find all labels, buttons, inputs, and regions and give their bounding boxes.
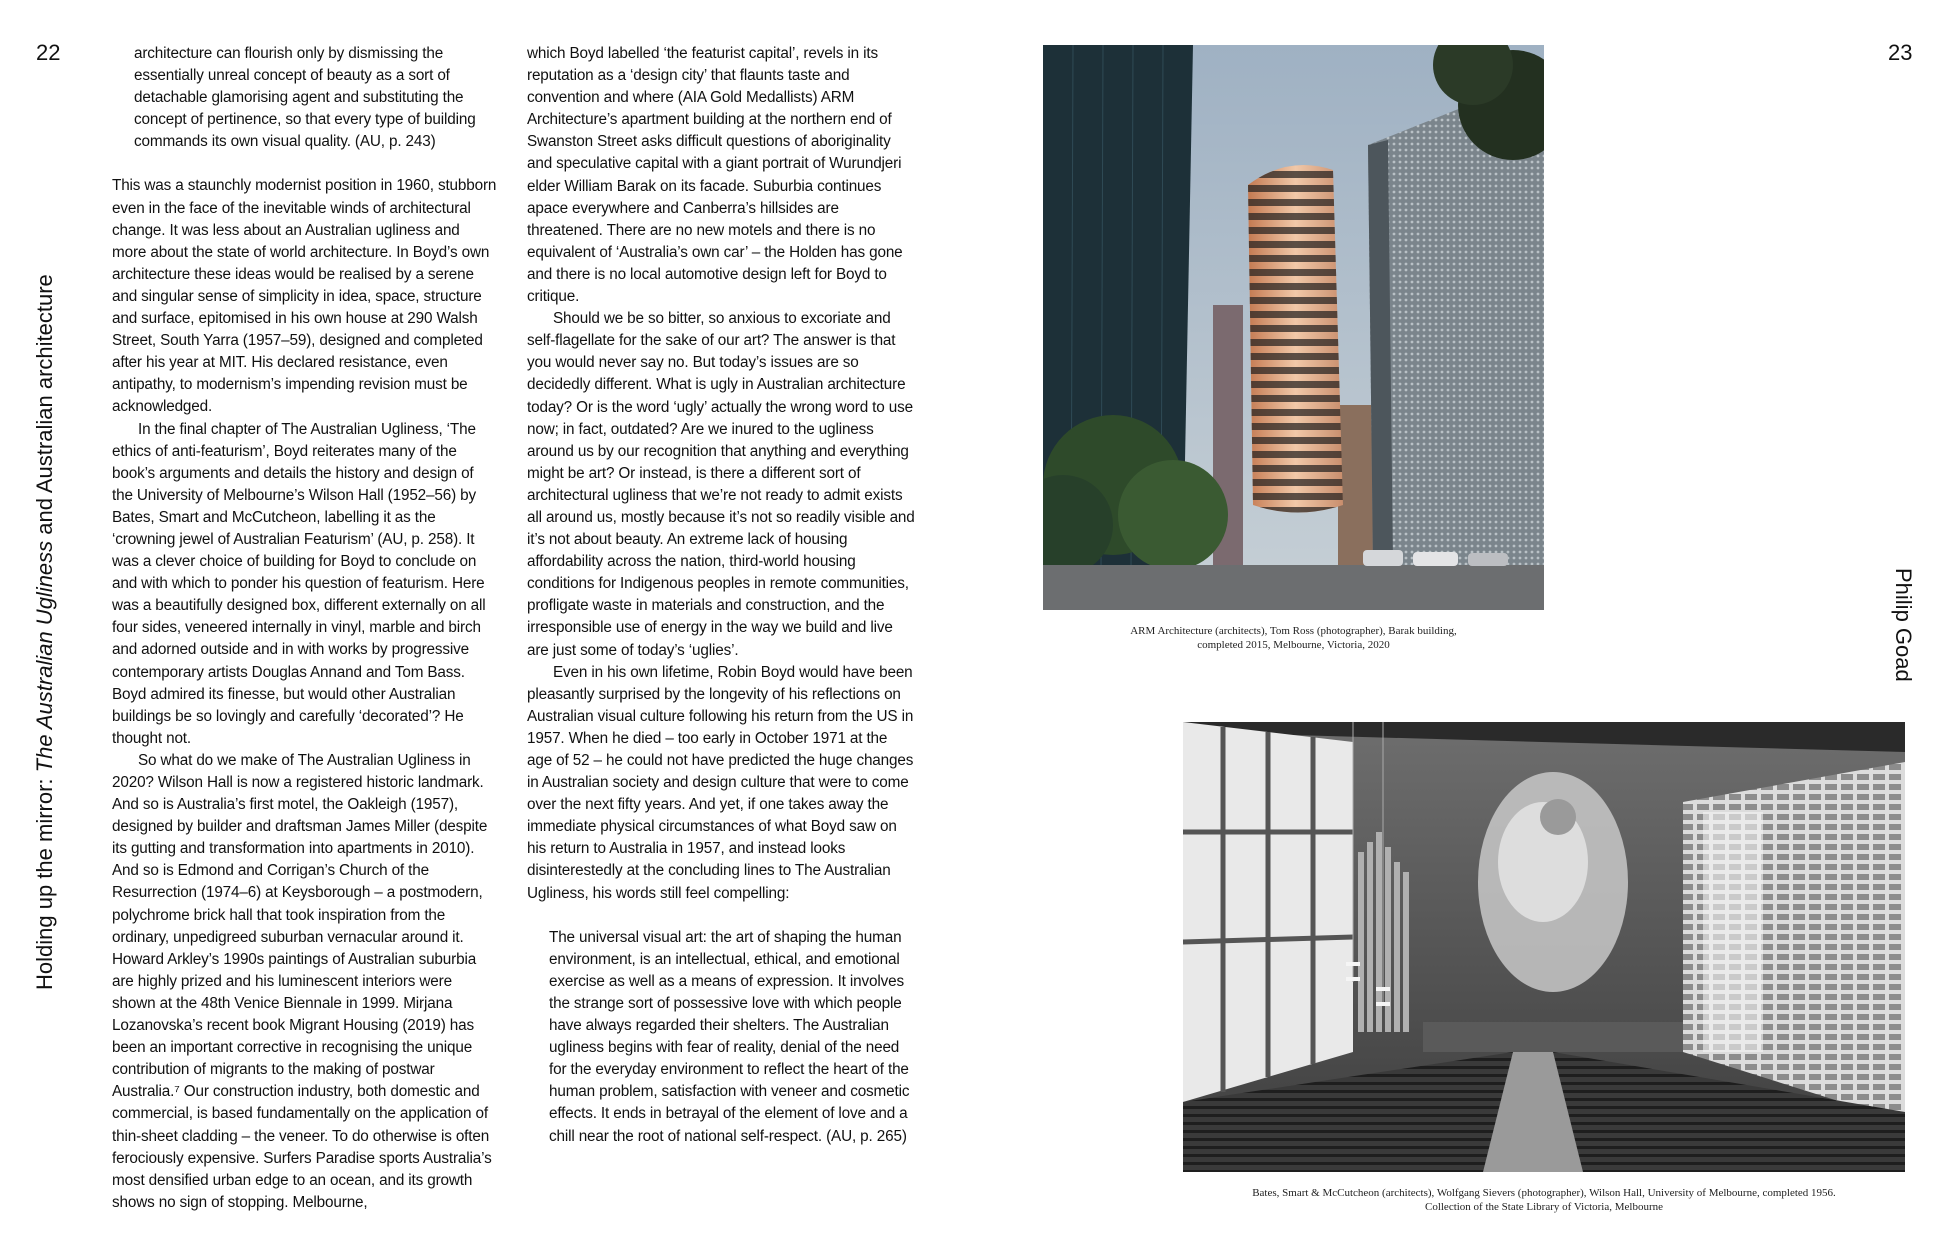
caption-line: Collection of the State Library of Victoria, Melbourne [1424, 1201, 1663, 1213]
paragraph: So what do we make of The Australian Ugliness in 2020? Wilson Hall is now a registered historic landmark. And so is Australia’s first motel, the Oakleigh (1957), designed by builder and draftsman James Miller (despite its gutting and transformation into apartments in 2010). And so is Edmond and Corrigan’s Church of the Resurrection (1974–6) at Keysborough – a postmodern, polychrome brick hall that took inspiration from the ordinary, unpedigreed suburban vernacular around it. Howard Arkley’s 1990s paintings of Australian suburbia are highly prized and his luminescent interiors were shown at the 48th Venice Biennale in 1999. Mirjana Lozanovska’s recent book Migrant Housing (2019) has been an important corrective in recognising the unique contribution of migrants to the making of postwar Australia.⁷ Our construction industry, both domestic and commercial, is based fundamentally on the application of thin-sheet cladding – the veneer. To do otherwise is often ferociously expensive. Surfers Paradise sports Australia’s most densified urban edge to an ocean, and its growth shows no sign of stopping. Melbourne, [112, 751, 492, 1211]
barak-building-photo [1043, 45, 1544, 610]
paragraph: This was a staunchly modernist position in 1960, stubborn even in the face of the inevitable winds of architectural change. It was less about an Australian ugliness and more about the state of world architecture. In Boyd’s own architecture these ideas would be realised by a serene and singular sense of simplicity in idea, space, structure and surface, epitomised in his own house at 290 Walsh Street, South Yarra (1957–59), designed and completed after his year at MIT. His declared resistance, even antipathy, to modernism’s impending revision must be acknowledged. [112, 177, 497, 416]
page-number-left: 22 [36, 40, 61, 65]
paragraph: In the final chapter of The Australian Ugliness, ‘The ethics of anti-featurism’, Boyd reiterates many of the book’s arguments and details the history and design of the University of Melbourne’s Wilson Hall (1952–56) by Bates, Smart and McCutcheon, labelling it as the ‘crowning jewel of Australian Featurism’ (AU, p. 258). It was a clever choice of building for Boyd to conclude on and with which to ponder his question of featurism. Here was a beautifully designed box, different externally on all four sides, veneered internally in vinyl, marble and birch and adorned outside and in with works by progressive contemporary artists Douglas Annand and Tom Bass. Boyd admired its finesse, but would other Australian buildings be so lovingly and carefully ‘decorated’? He thought not. [112, 420, 486, 747]
text-column-1 [112, 43, 497, 1214]
text-column-2 [527, 43, 915, 1148]
caption-line: Bates, Smart & McCutcheon (architects), Wolfgang Sievers (photographer), Wilson Hall, University of Melbourne, completed 1956. [1252, 1187, 1836, 1199]
caption-line: ARM Architecture (architects), Tom Ross (photographer), Barak building, [1130, 625, 1457, 637]
block-quote-top: architecture can flourish only by dismissing the essentially unreal concept of beauty as a sort of detachable glamorising agent and substituting the concept of pertinence, so that every type of building commands its own visual quality. (AU, p. 243) [134, 45, 476, 151]
photo-caption-1 [1043, 624, 1544, 652]
wilson-hall-image [1183, 722, 1905, 1172]
paragraph: which Boyd labelled ‘the featurist capital’, revels in its reputation as a ‘design city’ that flaunts taste and convention and where (AIA Gold Medallists) ARM Architecture’s apartment building at the northern end of Swanston Street asks difficult questions of aboriginality and speculative capital with a giant portrait of Wurundjeri elder William Barak on its facade. Suburbia continues apace everywhere and Canberra’s hillsides are threatened. There are no new motels and there is no equivalent of ‘Australia’s own car’ – the Holden has gone and there is no local automotive design left for Boyd to critique. [527, 45, 903, 306]
photo-caption-2 [1183, 1186, 1905, 1214]
running-head-right: Philip Goad [1891, 568, 1916, 682]
paragraph: Even in his own lifetime, Robin Boyd would have been pleasantly surprised by the longevity of his reflections on Australian visual culture following his return from the US in 1957. When he died – too early in October 1971 at the age of 52 – he could not have predicted the huge changes in Australian society and design culture that were to come over the next fifty years. And yet, if one takes away the immediate physical circumstances of what Boyd saw on his return to Australia in 1957, and instead looks disinterestedly at the concluding lines to The Australian Ugliness, his words still feel compelling: [527, 663, 914, 902]
barak-building-image [1043, 45, 1544, 610]
running-head-left: Holding up the mirror: The Australian Ugliness and Australian architecture [32, 274, 57, 990]
wilson-hall-photo [1183, 722, 1905, 1172]
paragraph: Should we be so bitter, so anxious to excoriate and self-flagellate for the sake of our art? The answer is that you would never say no. But today’s issues are so decidedly different. What is ugly in Australian architecture today? Or is the word ‘ugly’ actually the wrong word to use now; in fact, outdated? Are we inured to the ugliness around us by our recognition that anything and everything might be art? Or instead, is there a different sort of architectural ugliness that we’re not ready to admit exists all around us, mostly because it’s not so readily visible and it’s not about beauty. An extreme lack of housing affordability across the nation, third-world housing conditions for Indigenous peoples in remote communities, profligate waste in materials and construction, and the irresponsible use of energy in the way we build and live are just some of today’s ‘uglies’. [527, 310, 915, 659]
block-quote-bottom: The universal visual art: the art of shaping the human environment, is an intellectual, ethical, and emotional exercise as well as a means of expression. It involves the strange sort of possessive love with which people have always regarded their shelters. The Australian ugliness begins with fear of reality, denial of the need for the everyday environment to reflect the heart of the human problem, satisfaction with veneer and cosmetic effects. It ends in betrayal of the element of love and a chill near the root of national self-respect. (AU, p. 265) [549, 928, 910, 1145]
caption-line: completed 2015, Melbourne, Victoria, 2020 [1197, 639, 1390, 651]
page-number-right: 23 [1888, 40, 1913, 65]
